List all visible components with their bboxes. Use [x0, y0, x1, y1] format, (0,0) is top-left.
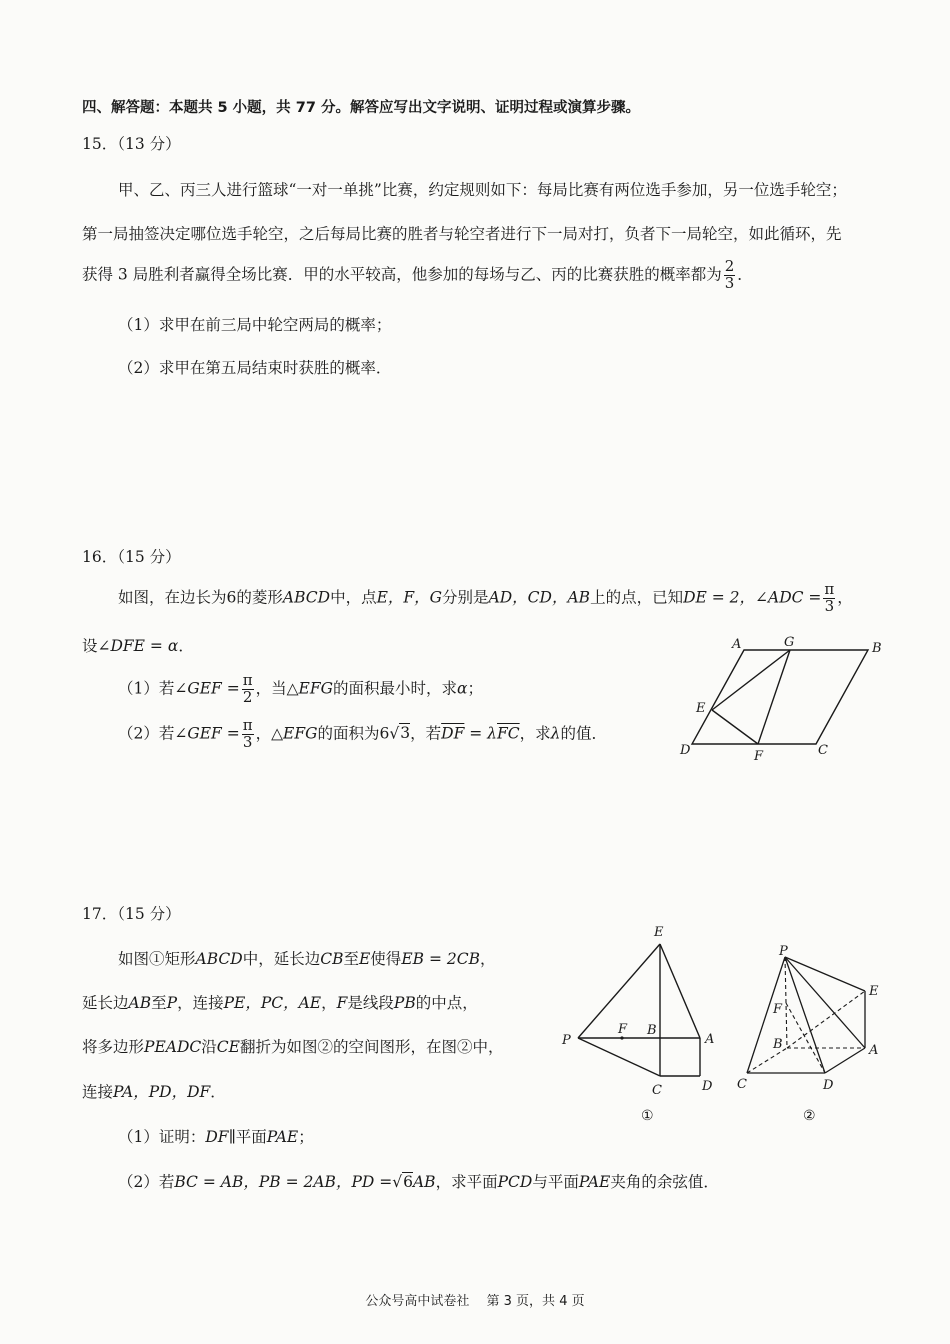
- text: （1）若: [118, 679, 175, 698]
- text: 上的点，已知: [590, 588, 684, 607]
- label-D: D: [680, 743, 691, 758]
- text: （2）若: [118, 724, 175, 743]
- vector-FC: $\overline{FC}$: [497, 724, 520, 743]
- q17-part1: [118, 1130, 314, 1146]
- label-A: A: [732, 637, 742, 652]
- fraction-numerator: π: [242, 671, 253, 689]
- q15-text-line1: 甲、乙、丙三人进行篮球“一对一单挑”比赛，约定规则如下：每局比赛有两位选手参加，另一位选手轮空；: [118, 181, 847, 199]
- label-F: F: [754, 749, 764, 764]
- text: ，当: [255, 679, 287, 698]
- punctuation: ．: [210, 1083, 226, 1101]
- math: E: [358, 950, 371, 968]
- segment-PE: [785, 957, 865, 991]
- text: 如图①矩形: [118, 950, 196, 968]
- math: △EFG: [271, 724, 318, 743]
- text: 翻折为如图②的空间图形，在图②中，: [239, 1038, 504, 1056]
- segment-EF: [712, 710, 758, 744]
- punctuation: ，: [837, 588, 853, 607]
- label-E: E: [696, 701, 706, 716]
- q16-text-line1: [118, 582, 853, 615]
- fraction-numerator: 2: [724, 257, 735, 275]
- math: CE: [216, 1038, 240, 1056]
- q17-part2: （2）若BC = AB，PB = 2AB，PD =√6AB，求平面PCD与平面PAE夹角的余弦值．: [118, 1173, 719, 1191]
- text: ，求: [519, 724, 551, 743]
- angle-fraction: [823, 582, 835, 615]
- math: △EFG: [286, 679, 333, 698]
- angle-fraction: [242, 718, 254, 751]
- q15-text-line2: 第一局抽签决定哪位选手轮空，之后每局比赛的胜者与轮空者进行下一局对打，负者下一局轮空，如此循环，先: [82, 225, 842, 243]
- q17-text-line1: [118, 952, 496, 968]
- math: BC = AB，PB = 2AB，PD =: [174, 1173, 393, 1191]
- q15-line3-text: 获得 3 局胜利者赢得全场比赛．甲的水平较高，他参加的每场与乙、丙的比赛获胜的概率都为: [82, 265, 722, 284]
- vector-DF: $\overline{DF}$: [441, 724, 465, 743]
- punctuation: ，: [479, 950, 496, 968]
- angle-fraction: [242, 673, 254, 706]
- text: 的值．: [560, 724, 607, 743]
- text: ∥平面: [228, 1128, 267, 1146]
- text: 是线段: [347, 994, 394, 1012]
- math: λ: [550, 724, 561, 743]
- label-A: A: [705, 1032, 715, 1047]
- q16-text-line2: [82, 639, 194, 655]
- label-C: C: [737, 1077, 747, 1092]
- text: 的面积最小时，求: [332, 679, 457, 698]
- fraction-numerator: π: [242, 716, 253, 734]
- label-D: D: [702, 1079, 713, 1094]
- label-B: B: [872, 641, 882, 656]
- section-header: 四、解答题：本题共 5 小题，共 77 分。解答应写出文字说明、证明过程或演算步骤。: [82, 100, 640, 116]
- q17-number: 17．（15 分）: [82, 905, 181, 923]
- math: P: [166, 994, 178, 1012]
- text: 至: [151, 994, 167, 1012]
- q17-text-line4: [82, 1085, 226, 1101]
- text: 延长边: [82, 994, 129, 1012]
- q16-part2: （2）若∠GEF = $\frac{\pi}{3}$ ，△EFG的面积为6√3，若$\overline{DF} = \lambda\overline{FC}$，求λ的值．: [118, 716, 607, 751]
- segment-FD-hidden: [786, 1003, 825, 1073]
- math: PCD: [497, 1173, 533, 1191]
- punctuation: ．: [178, 637, 194, 655]
- segment-DA: [825, 1048, 865, 1073]
- math: DF: [205, 1128, 229, 1146]
- label-B: B: [647, 1023, 657, 1038]
- page-footer: 公众号高中试卷社 第 3 页，共 4 页: [365, 1294, 585, 1309]
- q15-part1: （1）求甲在前三局中轮空两局的概率；: [118, 316, 392, 334]
- q17-text-line3: [82, 1040, 503, 1056]
- math: α: [457, 679, 468, 698]
- math: PA，PD，DF: [113, 1083, 211, 1101]
- text: 沿: [201, 1038, 217, 1056]
- label-C: C: [652, 1083, 662, 1098]
- text: 的面积为: [317, 724, 380, 743]
- segment-PD: [785, 957, 825, 1073]
- text: 6: [226, 588, 237, 607]
- fraction-numerator: π: [824, 580, 835, 598]
- segment-GE: [712, 650, 790, 710]
- math: ∠GEF =: [174, 724, 240, 743]
- text: （2）若: [118, 1173, 175, 1191]
- math: PEADC: [144, 1038, 202, 1056]
- q15-text-line3: [82, 259, 753, 292]
- math: PAE: [578, 1173, 611, 1191]
- text: 与平面: [532, 1173, 579, 1191]
- label-C: C: [818, 743, 828, 758]
- q15-probability-fraction: [724, 259, 736, 292]
- text: ，连接: [177, 994, 224, 1012]
- text: ，: [321, 994, 337, 1012]
- fraction-denominator: 3: [824, 596, 835, 615]
- text: 使得: [370, 950, 402, 968]
- fraction-denominator: 3: [724, 273, 735, 292]
- math: ∠GEF =: [174, 679, 240, 698]
- math: PAE: [266, 1128, 299, 1146]
- text: 中，点: [330, 588, 377, 607]
- math: 6: [379, 724, 390, 743]
- text: 至: [343, 950, 359, 968]
- label-D: D: [823, 1078, 834, 1093]
- figure-caption-2: ②: [803, 1108, 816, 1124]
- text: ，求平面: [435, 1173, 498, 1191]
- math: E，F，G: [376, 588, 443, 607]
- q16-number: 16．（15 分）: [82, 548, 181, 566]
- math: AD，CD，AB: [488, 588, 591, 607]
- segment-BE-hidden: [787, 991, 865, 1048]
- q15-part2: （2）求甲在第五局结束时获胜的概率．: [118, 359, 392, 377]
- punctuation: ．: [737, 265, 753, 284]
- math: = λ: [464, 724, 498, 743]
- math: PB: [393, 994, 416, 1012]
- math: F: [336, 994, 348, 1012]
- math: ABCD: [195, 950, 243, 968]
- text: ，若: [410, 724, 442, 743]
- label-B: B: [773, 1037, 783, 1052]
- fraction-denominator: 2: [242, 687, 253, 706]
- text: 的中点，: [415, 994, 478, 1012]
- sqrt-radicand: 3: [400, 724, 411, 743]
- math: EB = 2CB: [401, 950, 480, 968]
- text: 如图，在边长为: [118, 588, 227, 607]
- label-A: A: [869, 1043, 879, 1058]
- q17-text-line2: [82, 996, 478, 1012]
- label-E: E: [869, 984, 879, 999]
- segment-EA: [660, 944, 700, 1038]
- label-F: F: [773, 1002, 783, 1017]
- q16-part1: [118, 673, 483, 706]
- text: 中，延长边: [242, 950, 321, 968]
- rhombus-outline: [692, 650, 868, 744]
- segment-PA: [785, 957, 865, 1048]
- text: 连接: [82, 1083, 114, 1101]
- q16-rhombus-figure: [680, 632, 900, 772]
- label-E: E: [654, 925, 664, 940]
- math: ∠DFE = α: [97, 637, 179, 655]
- label-P: P: [562, 1033, 571, 1048]
- text: 分别是: [442, 588, 489, 607]
- math: AB: [128, 994, 152, 1012]
- q17-figure-1: [560, 925, 730, 1130]
- label-F: F: [618, 1022, 628, 1037]
- text: ，: [255, 724, 272, 743]
- label-G: G: [784, 635, 795, 650]
- math: PE，PC，AE: [223, 994, 322, 1012]
- fraction-denominator: 3: [242, 732, 253, 751]
- punctuation: ；: [467, 679, 483, 698]
- segment-PB-hidden: [785, 957, 787, 1048]
- text: 夹角的余弦值．: [610, 1173, 719, 1191]
- sqrt-radicand: 6: [403, 1173, 413, 1191]
- text: 设: [82, 637, 98, 655]
- math: AB: [412, 1173, 436, 1191]
- segment-PC: [578, 1038, 660, 1076]
- label-P: P: [779, 944, 788, 959]
- figure-caption-1: ①: [641, 1108, 654, 1124]
- math: CB: [320, 950, 344, 968]
- math: ABCD: [282, 588, 331, 607]
- math: DE = 2，∠ADC =: [683, 588, 822, 607]
- text: 将多边形: [82, 1038, 145, 1056]
- q15-number: 15．（13 分）: [82, 135, 181, 153]
- segment-GF: [758, 650, 790, 744]
- text: （1）证明：: [118, 1128, 206, 1146]
- q17-figure-2: [735, 945, 895, 1130]
- text: 的菱形: [236, 588, 283, 607]
- punctuation: ；: [298, 1128, 314, 1146]
